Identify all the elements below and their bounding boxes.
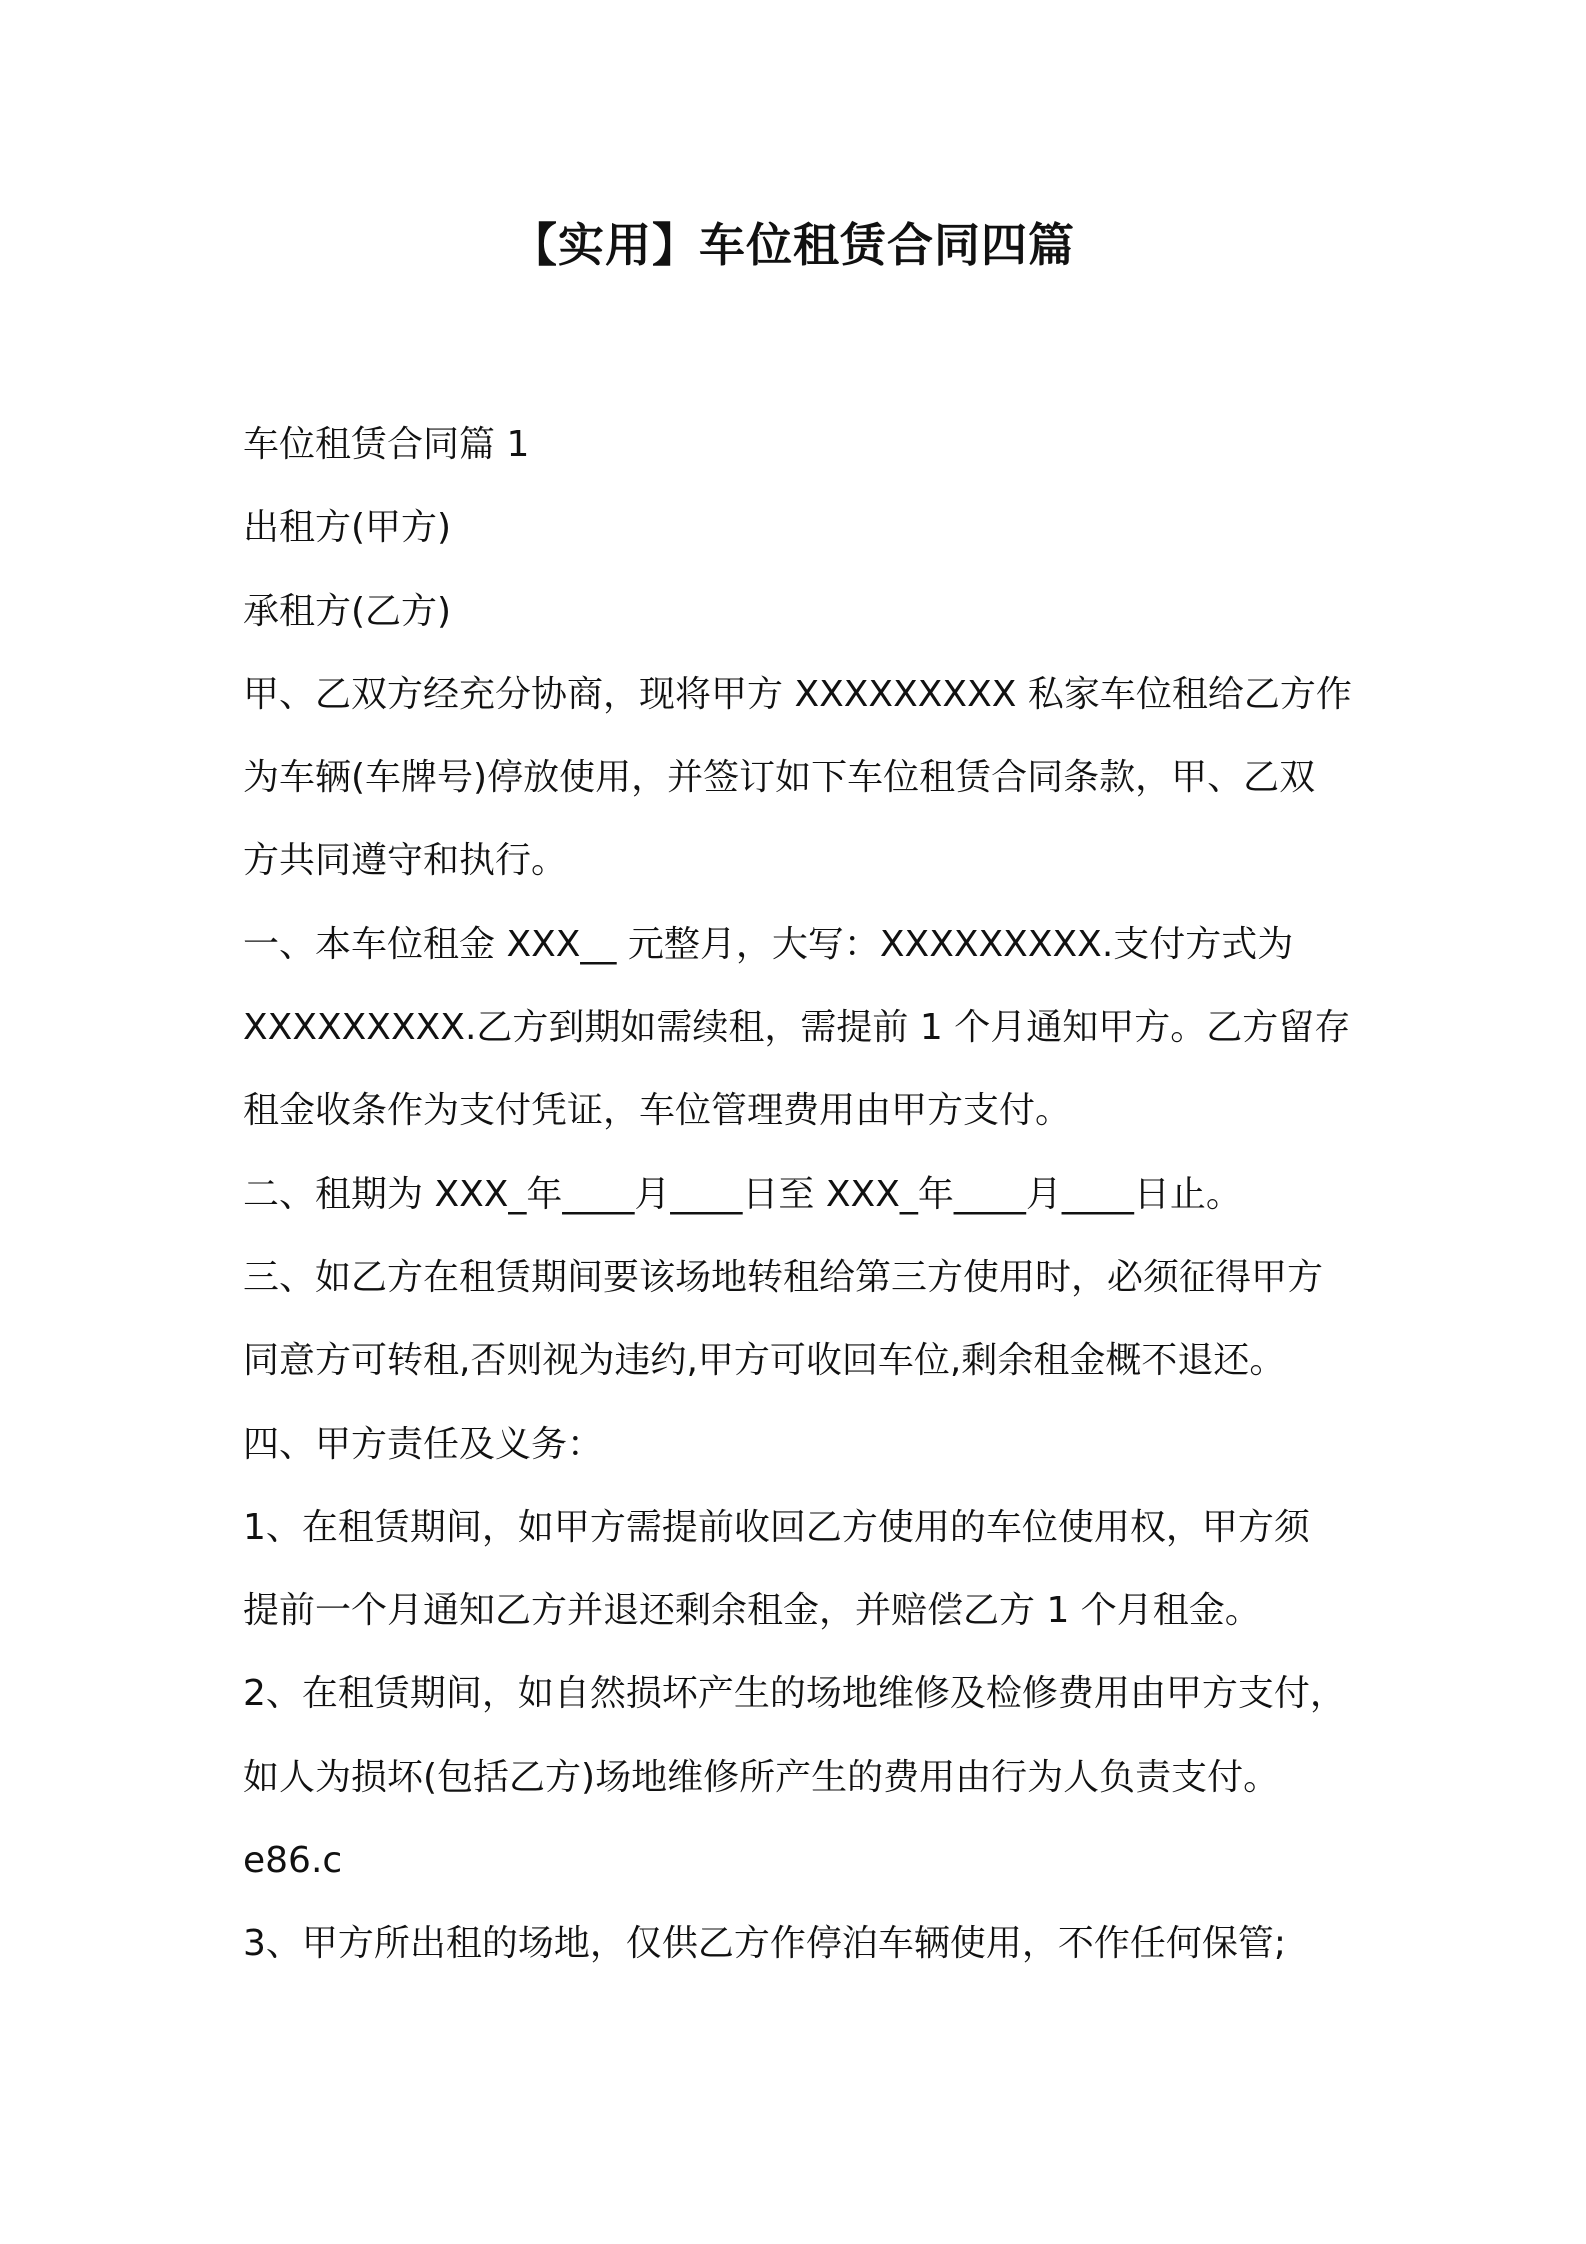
text-line: XXXXXXXXX.乙方到期如需续租，需提前 1 个月通知甲方。乙方留存 xyxy=(243,1007,1351,1049)
text-line: 甲、乙双方经充分协商，现将甲方 XXXXXXXXX 私家车位租给乙方作 xyxy=(243,673,1352,715)
text-line: 三、如乙方在租赁期间要该场地转租给第三方使用时，必须征得甲方 xyxy=(243,1256,1324,1298)
text-line: 租金收条作为支付凭证，车位管理费用由甲方支付。 xyxy=(243,1090,1072,1132)
document-title: 【实用】车位租赁合同四篇 xyxy=(511,218,1075,272)
text-line: 2、在租赁期间，如自然损坏产生的场地维修及检修费用由甲方支付， xyxy=(243,1673,1346,1715)
text-line: 一、本车位租金 XXX__ 元整月，大写：XXXXXXXXX.支付方式为 xyxy=(243,923,1294,965)
text-line: 方共同遵守和执行。 xyxy=(243,840,568,882)
text-line: 同意方可转租,否则视为违约,甲方可收回车位,剩余租金概不退还。 xyxy=(243,1340,1286,1382)
lessee-label: 承租方(乙方) xyxy=(243,590,452,632)
lessor-label: 出租方(甲方) xyxy=(243,507,452,549)
text-line: 二、租期为 XXX_年____月____日至 XXX_年____月____日止。 xyxy=(243,1173,1242,1215)
text-line: e86.c xyxy=(243,1840,343,1882)
section-heading: 车位租赁合同篇 1 xyxy=(243,424,530,465)
text-line: 如人为损坏(包括乙方)场地维修所产生的费用由行为人负责支付。 xyxy=(243,1756,1280,1798)
document-body xyxy=(243,403,1373,1986)
text-line: 提前一个月通知乙方并退还剩余租金，并赔偿乙方 1 个月租金。 xyxy=(243,1590,1261,1632)
text-line: 四、甲方责任及义务： xyxy=(243,1423,604,1465)
text-line: 3、甲方所出租的场地，仅供乙方作停泊车辆使用，不作任何保管; xyxy=(243,1923,1287,1965)
text-line: 1、在租赁期间，如甲方需提前收回乙方使用的车位使用权，甲方须 xyxy=(243,1506,1310,1548)
text-line: 为车辆(车牌号)停放使用，并签订如下车位租赁合同条款，甲、乙双 xyxy=(243,757,1316,799)
